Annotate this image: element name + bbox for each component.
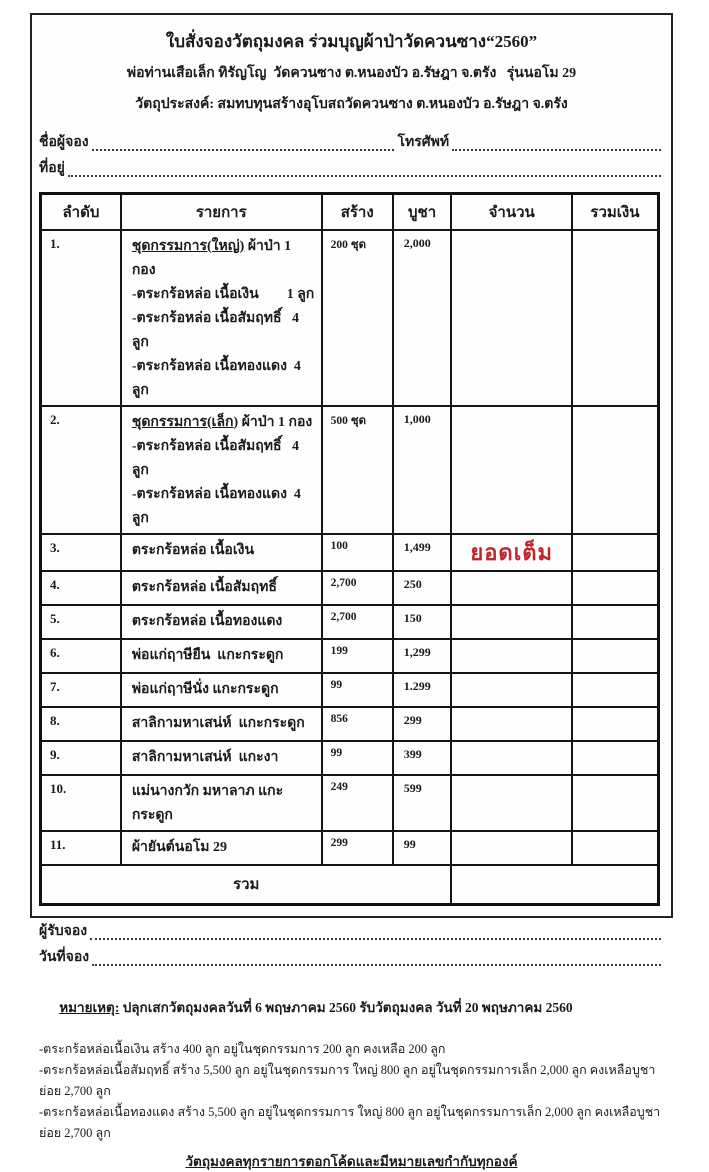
item-title-underlined: ตระกร้อหล่อ เนื้อทองแดง	[131, 613, 283, 629]
item-title-underlined: พ่อแก่ฤาษีนั่ง แกะกระดูก	[131, 681, 279, 697]
booking-date-fill-line	[92, 952, 661, 966]
item-title-underlined: ตระกร้อหล่อ เนื้อเงิน	[131, 542, 255, 558]
made-count: 299	[330, 836, 348, 849]
receiver-label: ผู้รับจอง	[39, 924, 88, 939]
booking-date-row	[39, 948, 664, 968]
table-row	[41, 673, 659, 707]
address-label: ที่อยู่	[39, 161, 65, 176]
item-title: ผ้าป่า 1 กอง	[131, 238, 295, 278]
row-number: 2.	[50, 411, 60, 427]
price-value: 1,499	[403, 539, 431, 554]
notes-section	[39, 976, 664, 1172]
price-value: 150	[403, 610, 422, 625]
sum-row	[41, 865, 659, 905]
order-table	[39, 192, 660, 906]
table-row	[41, 775, 659, 831]
phone-fill-line	[452, 137, 661, 151]
made-count: 249	[330, 780, 348, 793]
item-subline: -ตระกร้อหล่อ เนื้อสัมฤทธิ์ 4 ลูก	[131, 438, 303, 478]
notes-heading-label: หมายเหตุ:	[59, 1000, 120, 1015]
table-row	[41, 707, 659, 741]
table-row	[41, 534, 659, 571]
col-header-item: รายการ	[121, 194, 322, 230]
name-phone-row	[39, 133, 664, 153]
made-count: 100	[330, 539, 348, 552]
receiver-fill-line	[90, 926, 661, 940]
item-title-underlined: พ่อแก่ฤาษียืน แกะกระดูก	[131, 647, 284, 663]
table-row	[41, 741, 659, 775]
purpose-line: วัตถุประสงค์: สมทบทุนสร้างอุโบสถวัดควนซาง ต.หนองบัว อ.รัษฎา จ.ตรัง	[135, 97, 568, 112]
table-header-row	[41, 194, 659, 230]
monk-temple-line: พ่อท่านเสือเล็ก ทิรัญโญ วัดควนซาง ต.หนองบัว อ.รัษฎา จ.ตรัง รุ่นนอโม 29	[126, 66, 577, 81]
address-fill-line	[68, 163, 661, 177]
price-value: 250	[403, 576, 422, 591]
made-count: 99	[330, 678, 343, 691]
phone-label: โทรศัพท์	[397, 135, 450, 150]
address-row	[39, 159, 664, 179]
price-value: 1.299	[403, 678, 431, 693]
note-line-silver: -ตระกร้อหล่อเนื้อเงิน สร้าง 400 ลูก อยู่ในชุดกรรมการ 200 ลูก คงเหลือ 200 ลูก	[39, 1042, 446, 1056]
item-title-underlined: ผ้ายันต์นอโม 29	[131, 839, 227, 855]
price-value: 1,000	[403, 411, 431, 426]
item-title-underlined: แม่นางกวัก มหาลาภ แกะกระดูก	[131, 783, 284, 823]
item-subline: -ตระกร้อหล่อ เนื้อสัมฤทธิ์ 4 ลูก	[131, 310, 303, 350]
page-title: ใบสั่งจองวัตถุมงคล ร่วมบุญผ้าป่าวัดควนซาง“2560”	[165, 32, 538, 51]
made-count: 99	[330, 746, 343, 759]
col-header-total: รวมเงิน	[572, 194, 659, 230]
item-title-underlined: ชุดกรรมการ(เล็ก)	[131, 414, 239, 430]
price-value: 399	[403, 746, 422, 761]
name-label: ชื่อผู้จอง	[39, 135, 89, 150]
sum-label: รวม	[41, 865, 452, 905]
table-row	[41, 639, 659, 673]
table-row	[41, 406, 659, 534]
booking-date-label: วันที่จอง	[39, 950, 90, 965]
notes-heading	[39, 976, 664, 1039]
row-number: 10.	[50, 780, 67, 796]
row-number: 1.	[50, 235, 60, 251]
item-subline: -ตระกร้อหล่อ เนื้อทองแดง 4 ลูก	[131, 486, 305, 526]
price-value: 99	[403, 836, 416, 851]
col-header-no: ลำดับ	[41, 194, 121, 230]
item-subline: -ตระกร้อหล่อ เนื้อทองแดง 4 ลูก	[131, 358, 305, 398]
made-count: 199	[330, 644, 348, 657]
row-number: 4.	[50, 576, 60, 592]
receiver-row	[39, 922, 664, 942]
col-header-made: สร้าง	[322, 194, 393, 230]
note-line-copper: -ตระกร้อหล่อเนื้อทองแดง สร้าง 5,500 ลูก อยู่ในชุดกรรมการ ใหญ่ 800 ลูก อยู่ในชุดกรรมการเล็ก 2,000 ลูก คงเหลือบูชาย่อย 2,700 ลูก	[39, 1105, 661, 1140]
item-title: ผ้าป่า 1 กอง	[238, 414, 313, 430]
price-value: 599	[403, 780, 422, 795]
made-count: 500 ชุด	[330, 414, 367, 427]
item-title-underlined: สาลิกามหาเสน่ห์ แกะกระดูก	[131, 715, 305, 731]
item-title-underlined: สาลิกามหาเสน่ห์ แกะงา	[131, 749, 279, 765]
made-count: 200 ชุด	[330, 238, 367, 251]
col-header-qty: จำนวน	[451, 194, 572, 230]
sum-value-cell	[451, 865, 658, 905]
item-title-underlined: ตระกร้อหล่อ เนื้อสัมฤทธิ์	[131, 579, 277, 595]
price-value: 1,299	[403, 644, 431, 659]
row-number: 6.	[50, 644, 60, 660]
col-header-price: บูชา	[393, 194, 452, 230]
row-number: 11.	[50, 836, 66, 852]
table-row	[41, 605, 659, 639]
table-row	[41, 571, 659, 605]
name-fill-line	[92, 137, 395, 151]
price-value: 2,000	[403, 235, 431, 250]
row-number: 9.	[50, 746, 60, 762]
made-count: 856	[330, 712, 348, 725]
made-count: 2,700	[330, 610, 357, 623]
table-row	[41, 230, 659, 406]
item-title-underlined: ชุดกรรมการ(ใหญ่)	[131, 238, 245, 254]
made-count: 2,700	[330, 576, 357, 589]
note-line-bronze: -ตระกร้อหล่อเนื้อสัมฤทธิ์ สร้าง 5,500 ลูก อยู่ในชุดกรรมการ ใหญ่ 800 ลูก อยู่ในชุดกรรมการเล็ก 2,000 ลูก คงเหลือบูชาย่อย 2,700 ลูก	[39, 1063, 656, 1098]
document-frame	[30, 13, 673, 1169]
row-number: 8.	[50, 712, 60, 728]
notes-footer: วัตถุมงคลทุกรายการตอกโค้ดและมีหมายเลขกำกับทุกองค์	[185, 1154, 518, 1169]
row-number: 5.	[50, 610, 60, 626]
table-row	[41, 831, 659, 865]
full-amount-note: ยอดเต็ม	[470, 539, 554, 565]
row-number: 7.	[50, 678, 60, 694]
item-subline: -ตระกร้อหล่อ เนื้อเงิน 1 ลูก	[131, 286, 315, 302]
price-value: 299	[403, 712, 422, 727]
notes-heading-text: ปลุกเสกวัตถุมงคลวันที่ 6 พฤษภาคม 2560 รับวัตถุมงคล วันที่ 20 พฤษภาคม 2560	[119, 1000, 573, 1015]
row-number: 3.	[50, 539, 60, 555]
